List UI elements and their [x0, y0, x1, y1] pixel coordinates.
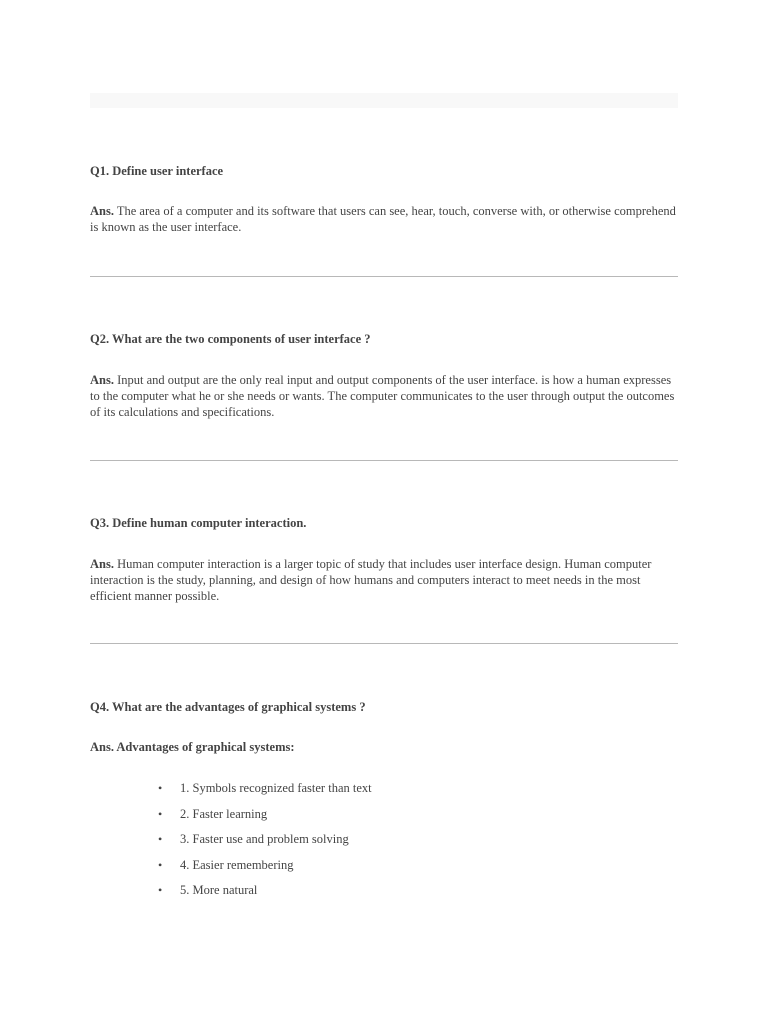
answer-4-heading: Ans. Advantages of graphical systems: [90, 740, 295, 754]
bullet-icon: • [158, 832, 163, 847]
answer-3 [90, 556, 682, 604]
document-page [90, 0, 678, 1024]
list-item [158, 831, 372, 857]
question-2: Q2. What are the two components of user interface ? [90, 332, 371, 346]
bullet-icon: • [158, 806, 163, 821]
list-item-text: 1. Symbols recognized faster than text [180, 781, 372, 795]
divider-1 [90, 276, 678, 277]
list-item [158, 882, 372, 908]
list-item-text: 2. Faster learning [180, 806, 268, 821]
question-4: Q4. What are the advantages of graphical systems ? [90, 700, 366, 714]
question-1: Q1. Define user interface [90, 164, 224, 178]
answer-3-lead: Ans. [90, 557, 114, 571]
answer-2-text: Input and output are the only real input and output components of the user interface. is how a human expresses to the computer what he or she needs or wants. The computer communicates to the user through output the outcomes of its calculations and specifications. [90, 373, 675, 419]
header-bar [90, 93, 678, 108]
answer-1 [90, 203, 682, 235]
list-item [158, 806, 372, 832]
divider-3 [90, 643, 678, 644]
list-item-text: 3. Faster use and problem solving [180, 832, 349, 847]
answer-3-text: Human computer interaction is a larger topic of study that includes user interface design. Human computer interaction is the study, planning, and design of how humans and computers interact to meet needs in the most efficient manner possible. [90, 557, 652, 603]
question-3: Q3. Define human computer interaction. [90, 516, 307, 530]
answer-2 [90, 372, 682, 420]
bullet-icon: • [158, 883, 163, 898]
answer-2-lead: Ans. [90, 373, 114, 387]
list-item-text: 4. Easier remembering [180, 857, 294, 872]
answer-1-lead: Ans. [90, 204, 114, 218]
list-item [158, 780, 372, 806]
bullet-icon: • [158, 857, 163, 872]
list-item-text: 5. More natural [180, 883, 258, 898]
answer-1-text: The area of a computer and its software that users can see, hear, touch, converse with, or otherwise comprehend is known as the user interface. [90, 204, 676, 234]
bullet-icon: • [158, 781, 163, 795]
divider-2 [90, 460, 678, 461]
advantages-list [158, 780, 372, 908]
list-item [158, 857, 372, 883]
